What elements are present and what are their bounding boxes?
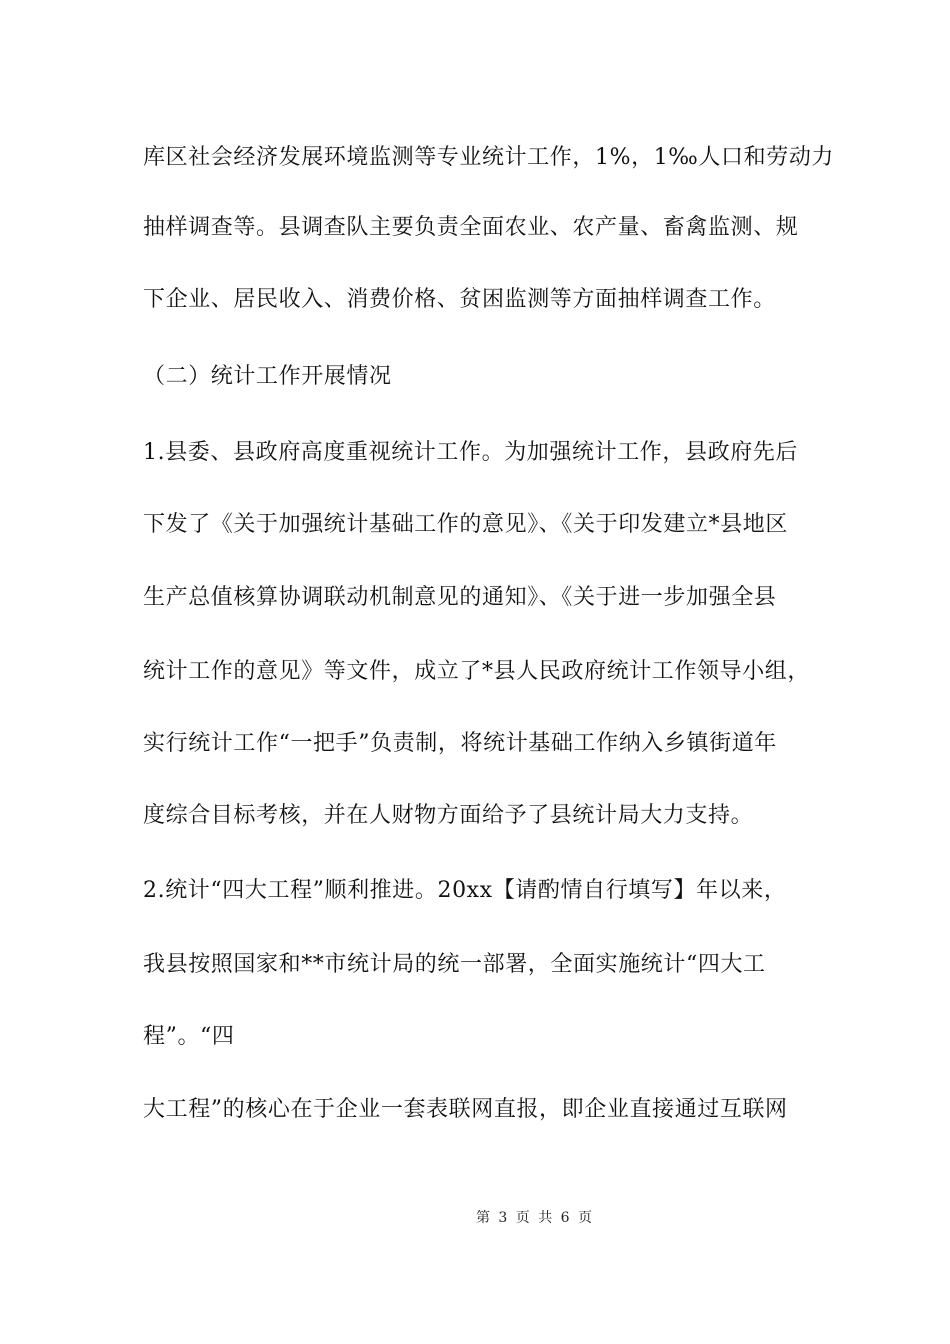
text-line: 统计工作的意见》等文件，成立了*县人民政府统计工作领导小组， [143, 659, 811, 684]
page-number: 第 3 页 共 6 页 [475, 1210, 595, 1226]
text-line: 2.统计“四大工程”顺利推进。20xx【请酌情自行填写】年以来， [143, 878, 787, 903]
text-line: 我县按照国家和**市统计局的统一部署，全面实施统计“四大工 [143, 952, 766, 977]
text-line: 下发了《关于加强统计基础工作的意见》、《关于印发建立*县地区 [143, 512, 789, 537]
text-line: 程”。“四 [143, 1024, 235, 1049]
section-heading: （二）统计工作开展情况 [143, 364, 392, 389]
text-line: 下企业、居民收入、消费价格、贫困监测等方面抽样调查工作。 [143, 287, 776, 312]
text-line: 生产总值核算协调联动机制意见的通知》、《关于进一步加强全县 [143, 585, 777, 610]
text-line: 1.县委、县政府高度重视统计工作。为加强统计工作，县政府先后 [143, 440, 798, 465]
text-line: 度综合目标考核，并在人财物方面给予了县统计局大力支持。 [143, 803, 754, 828]
text-line: 实行统计工作“一把手”负责制，将统计基础工作纳入乡镇街道年 [143, 731, 777, 756]
text-line: 大工程”的核心在于企业一套表联网直报，即企业直接通过互联网 [143, 1097, 788, 1122]
text-line: 库区社会经济发展环境监测等专业统计工作，1%，1‰人口和劳动力 [143, 145, 835, 170]
page-footer [0, 1207, 950, 1227]
text-line: 抽样调查等。县调查队主要负责全面农业、农产量、畜禽监测、规 [143, 215, 799, 240]
